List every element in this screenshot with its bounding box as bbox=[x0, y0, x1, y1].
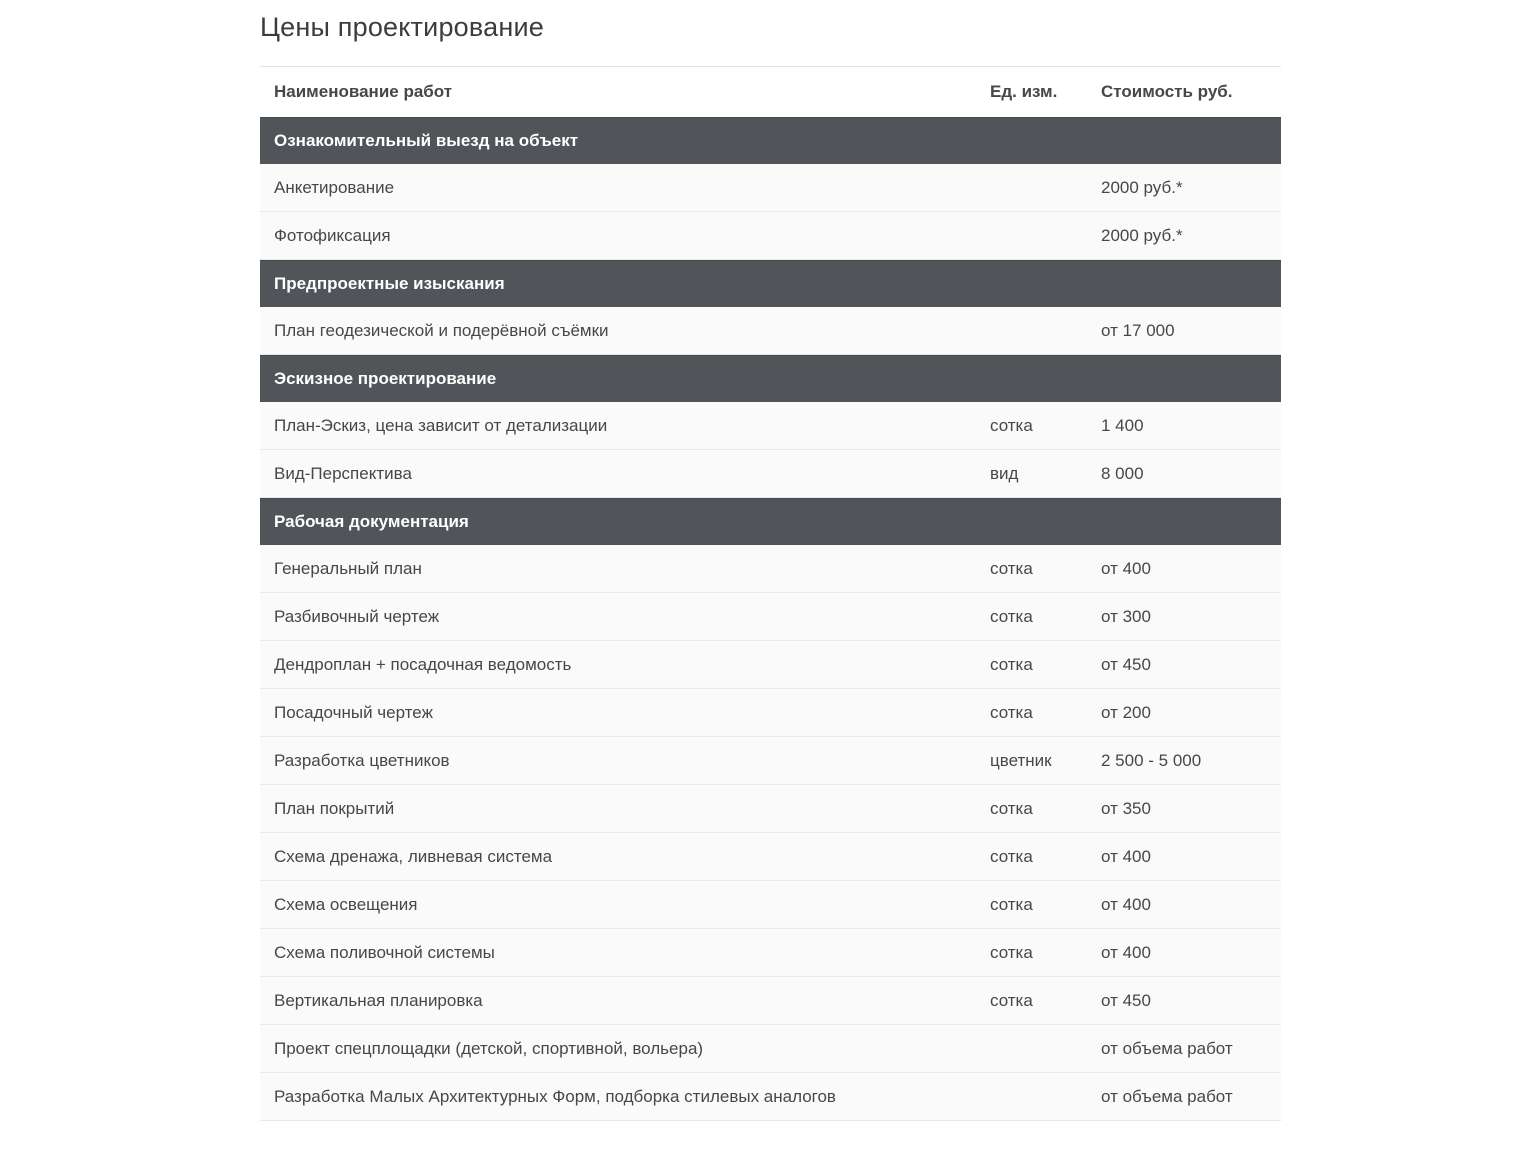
unit-cell: сотка bbox=[990, 894, 1033, 914]
unit-cell: сотка bbox=[990, 846, 1033, 866]
unit-cell: сотка bbox=[990, 990, 1033, 1010]
unit-cell: сотка bbox=[990, 702, 1033, 722]
price-cell: 1 400 bbox=[1101, 415, 1144, 435]
table-row bbox=[260, 1073, 1281, 1121]
work-name-cell: Вид-Перспектива bbox=[274, 463, 412, 483]
table-row bbox=[260, 450, 1281, 498]
price-cell: 2000 руб.* bbox=[1101, 177, 1183, 197]
table-row bbox=[260, 929, 1281, 977]
table-row bbox=[260, 307, 1281, 355]
work-name-cell: Генеральный план bbox=[274, 558, 422, 578]
price-cell: от 400 bbox=[1101, 846, 1151, 866]
price-table-body bbox=[260, 117, 1281, 1121]
section-header: Ознакомительный выезд на объект bbox=[260, 117, 1281, 164]
work-name-cell: Разработка цветников bbox=[274, 750, 450, 770]
table-row bbox=[260, 785, 1281, 833]
section-header: Эскизное проектирование bbox=[260, 355, 1281, 402]
work-name-cell: Схема освещения bbox=[274, 894, 418, 914]
table-row bbox=[260, 641, 1281, 689]
work-name-cell: Разбивочный чертеж bbox=[274, 606, 440, 626]
table-row bbox=[260, 689, 1281, 737]
price-cell: 2000 руб.* bbox=[1101, 225, 1183, 245]
unit-cell: сотка bbox=[990, 415, 1033, 435]
content-area bbox=[260, 0, 1281, 1121]
price-cell: 8 000 bbox=[1101, 463, 1144, 483]
section-header: Предпроектные изыскания bbox=[260, 260, 1281, 307]
table-row bbox=[260, 545, 1281, 593]
table-header-row bbox=[260, 67, 1281, 117]
work-name-cell: Схема поливочной системы bbox=[274, 942, 495, 962]
price-cell: от 200 bbox=[1101, 702, 1151, 722]
unit-cell: вид bbox=[990, 463, 1019, 483]
unit-cell: сотка bbox=[990, 798, 1033, 818]
table-row bbox=[260, 977, 1281, 1025]
table-row bbox=[260, 402, 1281, 450]
work-name-cell: Вертикальная планировка bbox=[274, 990, 483, 1010]
price-cell: от 450 bbox=[1101, 654, 1151, 674]
price-cell: от 400 bbox=[1101, 942, 1151, 962]
price-cell: от 400 bbox=[1101, 894, 1151, 914]
work-name-cell: План покрытий bbox=[274, 798, 395, 818]
column-header-name: Наименование работ bbox=[274, 82, 453, 101]
price-table bbox=[260, 66, 1281, 1121]
table-row bbox=[260, 212, 1281, 260]
table-row bbox=[260, 737, 1281, 785]
unit-cell: сотка bbox=[990, 654, 1033, 674]
price-cell: от 450 bbox=[1101, 990, 1151, 1010]
work-name-cell: План геодезической и подерёвной съёмки bbox=[274, 320, 609, 340]
work-name-cell: Фотофиксация bbox=[274, 225, 391, 245]
work-name-cell: План-Эскиз, цена зависит от детализации bbox=[274, 415, 608, 435]
work-name-cell: Разработка Малых Архитектурных Форм, подборка стилевых аналогов bbox=[274, 1086, 836, 1106]
price-cell: от 400 bbox=[1101, 558, 1151, 578]
price-cell: от 300 bbox=[1101, 606, 1151, 626]
table-row bbox=[260, 881, 1281, 929]
section-header: Рабочая документация bbox=[260, 498, 1281, 545]
work-name-cell: Схема дренажа, ливневая система bbox=[274, 846, 553, 866]
unit-cell: сотка bbox=[990, 942, 1033, 962]
table-row bbox=[260, 164, 1281, 212]
price-cell: от 17 000 bbox=[1101, 320, 1175, 340]
table-row bbox=[260, 1025, 1281, 1073]
unit-cell: сотка bbox=[990, 558, 1033, 578]
column-header-price: Стоимость руб. bbox=[1101, 82, 1233, 101]
unit-cell: цветник bbox=[990, 750, 1052, 770]
column-header-unit: Ед. изм. bbox=[990, 82, 1058, 101]
unit-cell: сотка bbox=[990, 606, 1033, 626]
work-name-cell: Посадочный чертеж bbox=[274, 702, 433, 722]
price-cell: от 350 bbox=[1101, 798, 1151, 818]
price-cell: 2 500 - 5 000 bbox=[1101, 750, 1202, 770]
table-row bbox=[260, 593, 1281, 641]
price-cell: от объема работ bbox=[1101, 1086, 1233, 1106]
work-name-cell: Дендроплан + посадочная ведомость bbox=[274, 654, 572, 674]
work-name-cell: Проект спецплощадки (детской, спортивной, вольера) bbox=[274, 1038, 704, 1058]
price-cell: от объема работ bbox=[1101, 1038, 1233, 1058]
page-title: Цены проектирование bbox=[260, 12, 544, 42]
table-row bbox=[260, 833, 1281, 881]
work-name-cell: Анкетирование bbox=[274, 177, 395, 197]
